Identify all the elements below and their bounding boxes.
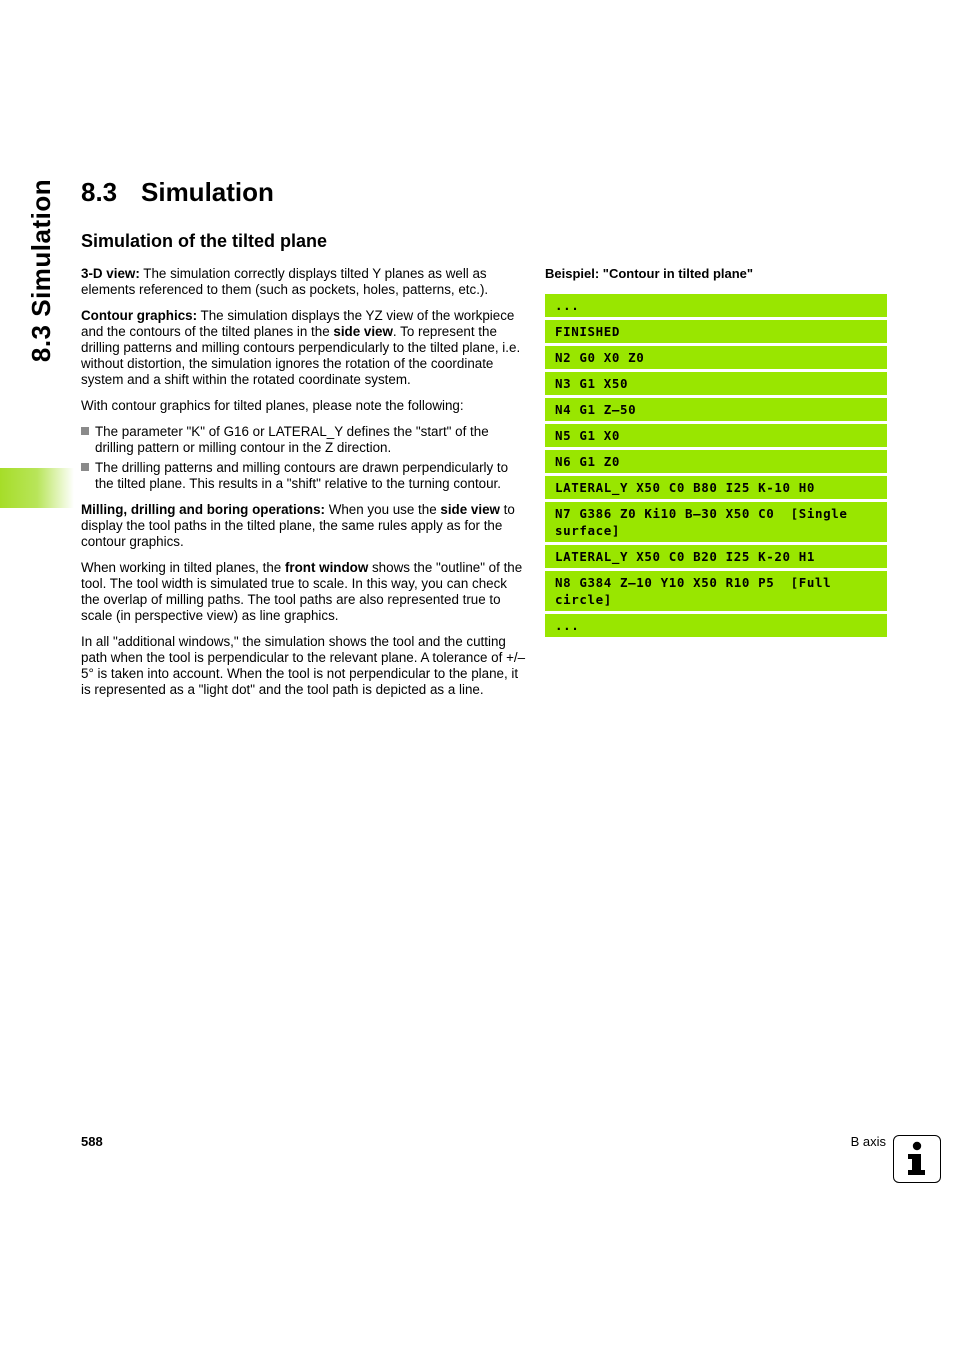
paragraph-bold: front window — [284, 560, 369, 575]
paragraph-label: 3-D view: — [81, 266, 140, 281]
bullet-item — [81, 460, 526, 492]
paragraph-text: When working in tilted planes, the — [81, 560, 285, 575]
paragraph-contour-graphics — [81, 308, 526, 388]
bullet-square-icon — [81, 460, 95, 492]
bullet-text: The drilling patterns and milling contours are drawn perpendicularly to the tilted plane. This results in a "shift" relative to the turning contour. — [95, 460, 509, 491]
code-line: N4 G1 Z–50 — [545, 398, 887, 421]
paragraph-text: When you use the — [325, 502, 441, 517]
paragraph-text: The simulation correctly displays tilted Y planes as well as elements referenced to them (such as pockets, holes, patterns, etc.). — [81, 266, 489, 297]
side-tab-marker — [0, 468, 74, 508]
section-number: 8.3 — [81, 177, 118, 207]
code-line: FINISHED — [545, 320, 887, 343]
code-line: N6 G1 Z0 — [545, 450, 887, 473]
paragraph-3d-view — [81, 266, 526, 298]
code-line: LATERAL_Y X50 C0 B80 I25 K-10 H0 — [545, 476, 887, 499]
code-line: N8 G384 Z–10 Y10 X50 R10 P5 [Full circle] — [545, 571, 887, 611]
paragraph-milling — [81, 502, 526, 550]
bullet-square-icon — [81, 424, 95, 456]
page-number: 588 — [81, 1134, 103, 1149]
paragraph-note-intro: With contour graphics for tilted planes, please note the following: — [81, 398, 464, 413]
paragraph-text: to display the tool paths in the tilted plane, the same rules apply as for the contour graphics. — [81, 502, 515, 549]
side-tab-label: 8.3 Simulation — [26, 178, 57, 362]
info-icon — [893, 1135, 941, 1183]
paragraph-additional-windows: In all "additional windows," the simulation shows the tool and the cutting path when the tool is perpendicular to the relevant plane. A tolerance of +/– 5° is taken into account. When the tool is not perpendicular to the plane, it is represented as a "light dot" and the tool path is depicted as a line. — [81, 634, 526, 697]
side-tab — [20, 170, 64, 370]
code-line: ... — [545, 294, 887, 317]
paragraph-tilted-planes — [81, 560, 526, 624]
bullet-text: The parameter "K" of G16 or LATERAL_Y defines the "start" of the drilling pattern or milling contour in the Z direction. — [95, 424, 489, 455]
bullet-item — [81, 424, 526, 456]
paragraph-label: Milling, drilling and boring operations: — [81, 502, 325, 517]
code-example-table — [545, 294, 887, 640]
section-title-text: Simulation — [141, 177, 274, 207]
code-line: ... — [545, 614, 887, 637]
code-line: N3 G1 X50 — [545, 372, 887, 395]
paragraph-bold: side view — [333, 324, 393, 339]
body-text-column — [81, 266, 526, 708]
chapter-name: B axis — [850, 1134, 886, 1149]
paragraph-bold: side view — [440, 502, 500, 517]
code-line: N5 G1 X0 — [545, 424, 887, 447]
section-title — [81, 176, 274, 208]
paragraph-label: Contour graphics: — [81, 308, 198, 323]
example-title: Beispiel: "Contour in tilted plane" — [545, 266, 754, 281]
code-line: N2 G0 X0 Z0 — [545, 346, 887, 369]
paragraph-text: . To represent the drilling patterns and milling contours perpendicularly to the tilted plane, i.e. without distortion, the simulation ignores the rotation of the coordinate system and a shift within the rotated coordinate system. — [81, 324, 521, 387]
subsection-title: Simulation of the tilted plane — [81, 231, 328, 251]
paragraph-text: The simulation displays the YZ view of the workpiece and the contours of the tilted planes in the — [81, 308, 515, 339]
code-line: LATERAL_Y X50 C0 B20 I25 K-20 H1 — [545, 545, 887, 568]
code-line: N7 G386 Z0 Ki10 B–30 X50 C0 [Single surface] — [545, 502, 887, 542]
paragraph-text: shows the "outline" of the tool. The tool width is simulated true to scale. In this way, you can check the overlap of milling paths. The tool paths are also represented true to scale (in perspective view) as line graphics. — [81, 560, 523, 623]
